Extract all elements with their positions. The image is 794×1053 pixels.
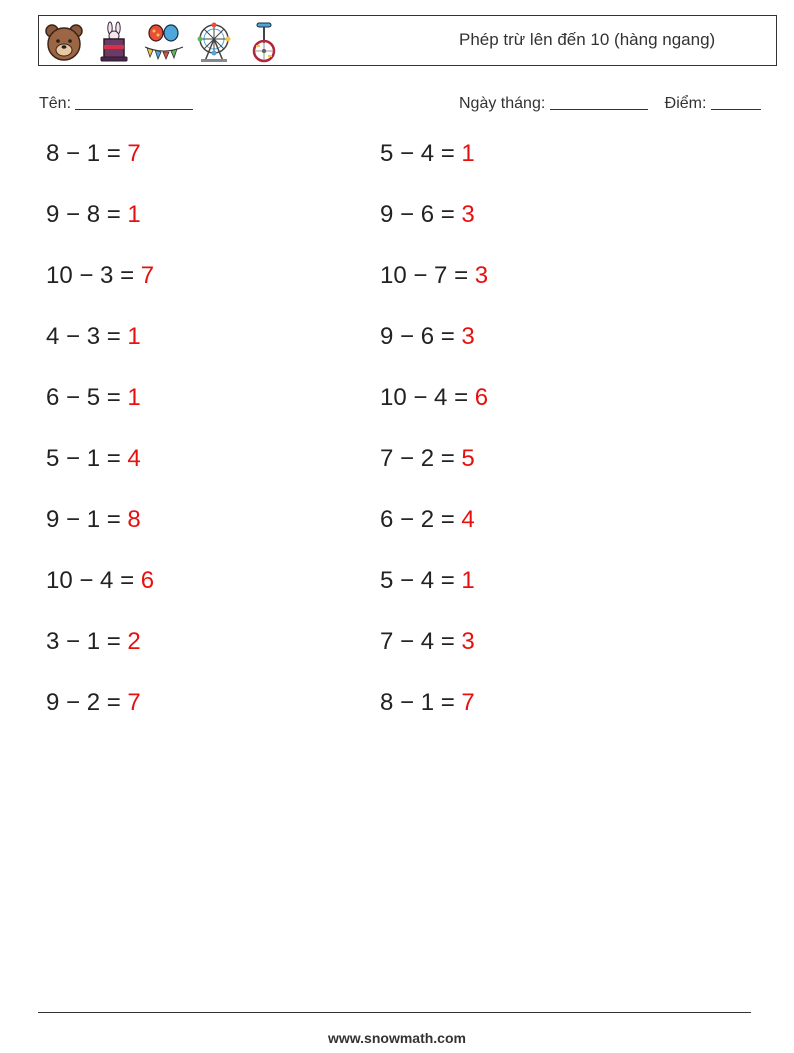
problem-answer: 1 xyxy=(127,201,141,228)
problem-answer: 7 xyxy=(140,262,155,289)
problem-item xyxy=(380,201,475,229)
problem-item xyxy=(46,628,141,656)
problem-item xyxy=(46,323,141,351)
problem-item xyxy=(380,689,475,717)
page-title: Phép trừ lên đến 10 (hàng ngang) xyxy=(459,30,716,49)
problem-answer: 4 xyxy=(461,506,475,533)
problem-answer: 5 xyxy=(461,445,475,472)
problem-answer: 3 xyxy=(461,628,475,655)
problem-answer: 4 xyxy=(127,445,141,472)
problem-item xyxy=(380,628,475,656)
problem-item xyxy=(46,384,141,412)
problem-row xyxy=(0,323,794,367)
problem-answer: 7 xyxy=(127,140,141,167)
problem-question: 9 − 2 = xyxy=(46,689,128,716)
footer-url[interactable]: www.snowmath.com xyxy=(328,1030,466,1046)
problem-row xyxy=(0,567,794,611)
problem-item xyxy=(46,262,154,290)
problem-item xyxy=(380,323,475,351)
problem-item xyxy=(46,689,141,717)
problem-item xyxy=(46,201,141,229)
problem-item xyxy=(46,140,141,168)
problem-question: 6 − 2 = xyxy=(380,506,462,533)
name-blank xyxy=(75,93,193,110)
problem-item xyxy=(380,262,488,290)
problem-item xyxy=(46,506,141,534)
problem-question: 9 − 6 = xyxy=(380,323,462,350)
problem-answer: 1 xyxy=(461,140,475,167)
problem-item xyxy=(380,506,475,534)
problem-question: 5 − 1 = xyxy=(46,445,128,472)
name-field xyxy=(39,93,193,113)
problem-question: 9 − 8 = xyxy=(46,201,128,228)
problem-question: 7 − 2 = xyxy=(380,445,462,472)
problem-question: 10 − 7 = xyxy=(380,262,475,289)
name-label: Tên: xyxy=(39,95,72,112)
problem-row xyxy=(0,384,794,428)
problem-answer: 8 xyxy=(127,506,141,533)
problem-question: 5 − 4 = xyxy=(380,567,462,594)
problem-answer: 6 xyxy=(474,384,489,411)
problem-row xyxy=(0,628,794,672)
problem-item xyxy=(380,567,475,595)
problem-row xyxy=(0,201,794,245)
problem-question: 7 − 4 = xyxy=(380,628,462,655)
problem-answer: 1 xyxy=(127,384,141,411)
problem-answer: 2 xyxy=(127,628,141,655)
problem-row xyxy=(0,445,794,489)
problem-question: 9 − 1 = xyxy=(46,506,128,533)
problem-row xyxy=(0,689,794,733)
score-blank xyxy=(711,93,761,110)
problem-answer: 6 xyxy=(140,567,155,594)
header-icons xyxy=(43,21,285,63)
problem-question: 10 − 4 = xyxy=(46,567,141,594)
footer-divider xyxy=(38,1012,751,1013)
problem-question: 9 − 6 = xyxy=(380,201,462,228)
score-label: Điểm: xyxy=(664,95,707,112)
problem-item xyxy=(380,384,488,412)
problem-question: 3 − 1 = xyxy=(46,628,128,655)
date-label: Ngày tháng: xyxy=(459,95,546,112)
problem-row xyxy=(0,140,794,184)
problem-row xyxy=(0,506,794,550)
problem-answer: 7 xyxy=(461,689,475,716)
unicycle-icon xyxy=(243,21,285,63)
problem-row xyxy=(0,262,794,306)
problem-question: 4 − 3 = xyxy=(46,323,128,350)
problem-question: 8 − 1 = xyxy=(46,140,128,167)
problem-item xyxy=(46,567,154,595)
problem-answer: 3 xyxy=(461,201,475,228)
problem-item xyxy=(46,445,141,473)
problem-question: 8 − 1 = xyxy=(380,689,462,716)
problem-answer: 1 xyxy=(461,567,475,594)
problem-answer: 1 xyxy=(127,323,141,350)
magic-hat-rabbit-icon xyxy=(93,21,135,63)
problem-item xyxy=(380,140,475,168)
problem-item xyxy=(380,445,475,473)
worksheet-header xyxy=(38,15,777,66)
problem-answer: 3 xyxy=(461,323,475,350)
problem-question: 10 − 3 = xyxy=(46,262,141,289)
problem-answer: 7 xyxy=(127,689,141,716)
bear-icon xyxy=(43,21,85,63)
problem-question: 10 − 4 = xyxy=(380,384,475,411)
date-score-fields xyxy=(459,93,761,113)
date-blank xyxy=(550,93,648,110)
problem-question: 5 − 4 = xyxy=(380,140,462,167)
problem-question: 6 − 5 = xyxy=(46,384,128,411)
problem-answer: 3 xyxy=(474,262,489,289)
balloons-bunting-icon xyxy=(143,21,185,63)
ferris-wheel-icon xyxy=(193,21,235,63)
